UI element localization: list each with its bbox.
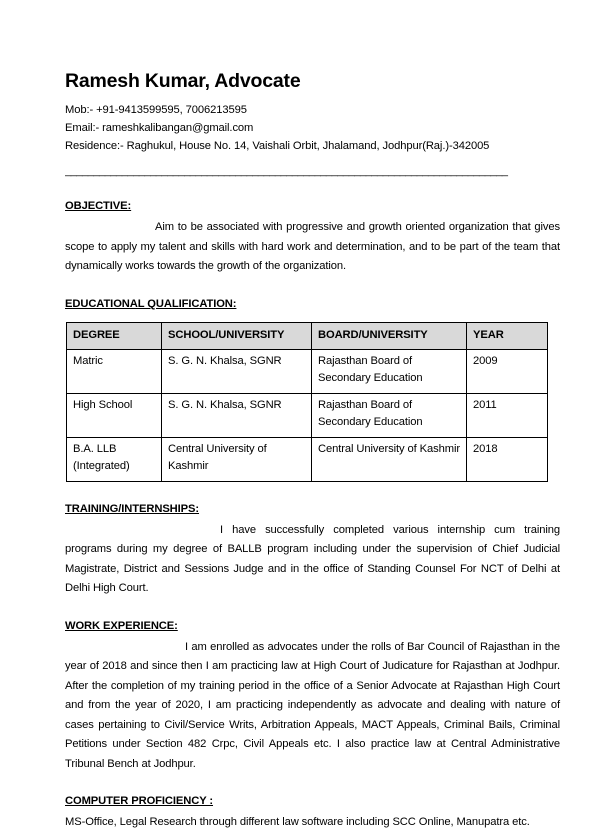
contact-residence: Residence:- Raghukul, House No. 14, Vaishali Orbit, Jhalamand, Jodhpur(Raj.)-342005 xyxy=(65,140,490,153)
column-header-board: BOARD/UNIVERSITY xyxy=(312,322,467,349)
work-experience-heading: WORK EXPERIENCE: xyxy=(65,619,178,632)
objective-heading: OBJECTIVE: xyxy=(65,200,132,213)
cell-year: 2011 xyxy=(467,393,548,437)
cell-school: Central University of Kashmir xyxy=(162,437,312,481)
computer-proficiency-section xyxy=(65,791,560,833)
work-experience-section xyxy=(65,616,560,775)
training-body: I have successfully completed various internship cum training programs during my degree of BALLB program including under the supervision of Chief Judicial Magistrate, District and Sessions Judge and in the office of Standing Counsel For NCT of Delhi at Delhi High Court. xyxy=(65,523,560,595)
cell-year: 2009 xyxy=(467,349,548,393)
computer-proficiency-heading: COMPUTER PROFICIENCY : xyxy=(65,795,214,808)
table-row xyxy=(67,437,548,481)
table-header-row xyxy=(67,322,548,349)
education-section xyxy=(65,294,560,482)
cell-board: Central University of Kashmir xyxy=(312,437,467,481)
cell-year: 2018 xyxy=(467,437,548,481)
training-heading: TRAINING/INTERNSHIPS: xyxy=(65,502,200,515)
document-content xyxy=(65,70,560,833)
education-heading: EDUCATIONAL QUALIFICATION: xyxy=(65,297,237,310)
cell-board: Rajasthan Board of Secondary Education xyxy=(312,349,467,393)
header-divider: ______________________________________________________________________________ xyxy=(65,165,508,178)
computer-proficiency-body: MS-Office, Legal Research through different law software including SCC Online, Manupatra etc. xyxy=(65,816,530,829)
cell-school: S. G. N. Khalsa, SGNR xyxy=(162,393,312,437)
candidate-name: Ramesh Kumar, Advocate xyxy=(65,70,301,92)
contact-mobile: Mob:- +91-9413599595, 7006213595 xyxy=(65,104,247,117)
table-row xyxy=(67,393,548,437)
objective-body: Aim to be associated with progressive and growth oriented organization that gives scope to apply my talent and skills with hard work and determination, and to be part of the team that dynamically works towards the growth of the organization. xyxy=(65,221,560,273)
cell-degree: B.A. LLB (Integrated) xyxy=(67,437,162,481)
contact-email: Email:- rameshkalibangan@gmail.com xyxy=(65,122,254,135)
cell-degree: Matric xyxy=(67,349,162,393)
header-block xyxy=(65,70,560,178)
cell-school: S. G. N. Khalsa, SGNR xyxy=(162,349,312,393)
cell-board: Rajasthan Board of Secondary Education xyxy=(312,393,467,437)
table-row xyxy=(67,349,548,393)
objective-section xyxy=(65,196,560,277)
education-table xyxy=(66,322,548,482)
training-section xyxy=(65,499,560,599)
cell-degree: High School xyxy=(67,393,162,437)
column-header-school: SCHOOL/UNIVERSITY xyxy=(162,322,312,349)
column-header-degree: DEGREE xyxy=(67,322,162,349)
column-header-year: YEAR xyxy=(467,322,548,349)
work-experience-body: I am enrolled as advocates under the rolls of Bar Council of Rajasthan in the year of 2018 and since then I am practicing law at High Court of Judicature for Rajasthan at Jodhpur. After the completion of my training period in the office of a Senior Advocate at Rajasthan High Court and from the year of 2020, I am practicing independently as advocate and dealing with nature of cases pertaining to Civil/Service Writs, Arbitration Appeals, MACT Appeals, Criminal Bails, Criminal Petitions under Section 482 Crpc, Civil Appeals etc. I also practice law at Central Administrative Tribunal Bench at Jodhpur. xyxy=(65,640,560,770)
